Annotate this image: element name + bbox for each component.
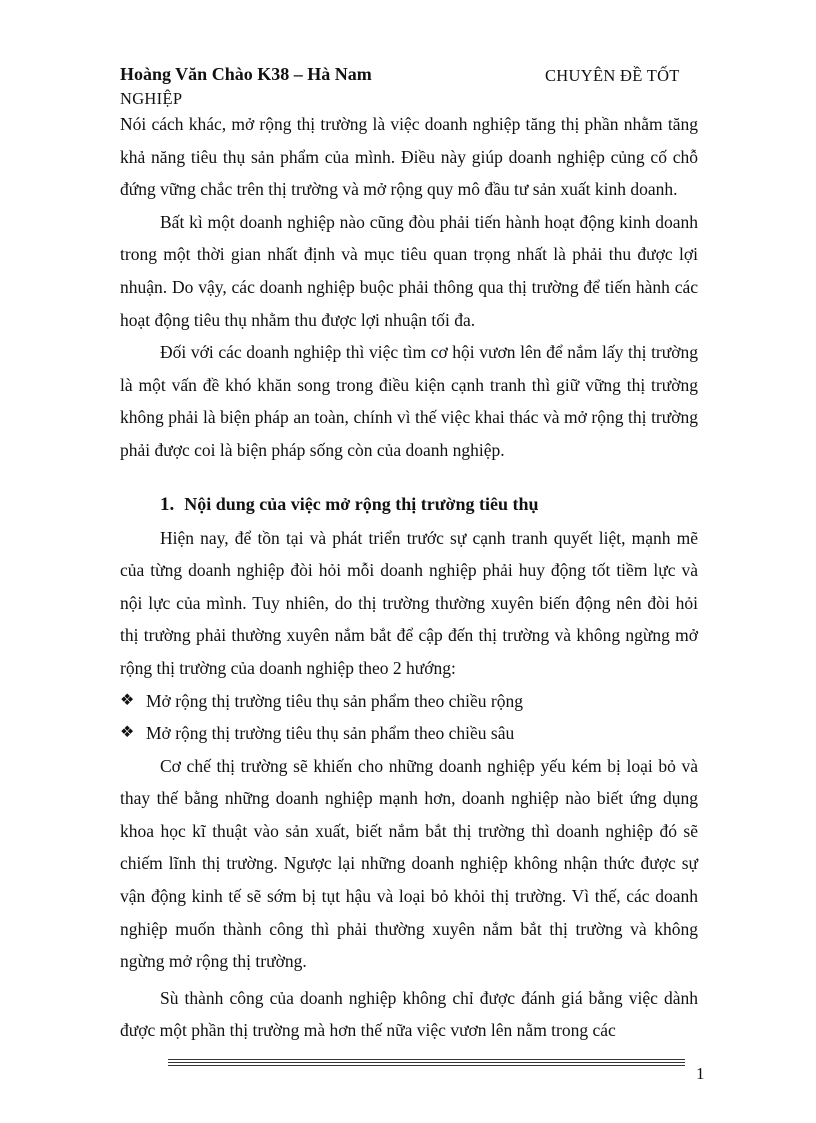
header-author: Hoàng Văn Chào K38 – Hà Nam bbox=[120, 64, 372, 84]
section-title: Nội dung của việc mở rộng thị trường tiêu thụ bbox=[184, 493, 539, 514]
paragraph-section-body-1: Cơ chế thị trường sẽ khiến cho những doanh nghiệp yếu kém bị loại bỏ và thay thế bằng những doanh nghiệp mạnh hơn, doanh nghiệp nào biết ứng dụng khoa học kĩ thuật vào sản xuất, biết nắm bắt thị trường thì doanh nghiệp đó sẽ chiếm lĩnh thị trường. Ngược lại những doanh nghiệp không nhận thức được sự vận động kinh tế sẽ sớm bị tụt hậu và loại bỏ khỏi thị trường. Vì thế, các doanh nghiệp muốn thành công thì phải thường xuyên nắm bắt thị trường và không ngừng mở rộng thị trường. bbox=[120, 755, 698, 972]
diamond-bullet-icon: ❖ bbox=[120, 691, 135, 709]
footer-rule-middle bbox=[168, 1062, 685, 1063]
footer-rule-top bbox=[168, 1059, 685, 1060]
paragraph-intro-2: Bất kì một doanh nghiệp nào cũng đòu phải tiến hành hoạt động kinh doanh trong một thời gian nhất định và mục tiêu quan trọng nhất là phải thu được lợi nhuận. Do vậy, các doanh nghiệp buộc phải thông qua thị trường để tiến hành các hoạt động tiêu thụ nhằm thu được lợi nhuận tối đa. bbox=[120, 211, 698, 330]
bullet-item bbox=[120, 685, 698, 718]
bullet-text: Mở rộng thị trường tiêu thụ sản phẩm theo chiều rộng bbox=[146, 690, 523, 711]
page-number: 1 bbox=[696, 1064, 705, 1083]
paragraph-intro-1: Nói cách khác, mở rộng thị trường là việc doanh nghiệp tăng thị phần nhằm tăng khả năng tiêu thụ sản phẩm của mình. Điều này giúp doanh nghiệp củng cố chỗ đứng vững chắc trên thị trường và mở rộng quy mô đầu tư sản xuất kinh doanh. bbox=[120, 114, 698, 200]
paragraph-section-body-2: Sù thành công của doanh nghiệp không chỉ được đánh giá bằng việc dành được một phần thị trường mà hơn thế nữa việc vươn lên nằm trong các bbox=[120, 987, 698, 1041]
diamond-bullet-icon: ❖ bbox=[120, 724, 135, 742]
bullet-text: Mở rộng thị trường tiêu thụ sản phẩm theo chiều sâu bbox=[146, 723, 515, 744]
bullet-item bbox=[120, 717, 698, 750]
document-body bbox=[120, 108, 698, 1047]
paragraph-intro-3: Đối với các doanh nghiệp thì việc tìm cơ hội vươn lên để nắm lấy thị trường là một vấn đề khó khăn song trong điều kiện cạnh tranh thì giữ vững thị trường không phải là biện pháp an toàn, chính vì thế việc khai thác và mở rộng thị trường phải được coi là biện pháp sống còn của doanh nghiệp. bbox=[120, 342, 698, 460]
footer-rule-bottom bbox=[168, 1065, 685, 1066]
header-topic-continued: NGHIỆP bbox=[120, 89, 183, 108]
header-topic: CHUYÊN ĐỀ TỐT bbox=[545, 66, 680, 85]
section-heading bbox=[160, 487, 698, 522]
paragraph-section-lead: Hiện nay, để tồn tại và phát triển trước sự cạnh tranh quyết liệt, mạnh mẽ của từng doanh nghiệp đòi hỏi mỗi doanh nghiệp phải huy động tốt tiềm lực và nội lực của mình. Tuy nhiên, do thị trường thường xuyên biến động nên đòi hỏi thị trường phải thường xuyên nắm bắt để cập đến thị trường và không ngừng mở rộng thị trường của doanh nghiệp theo 2 hướng: bbox=[120, 527, 698, 678]
section-number: 1. bbox=[160, 493, 175, 515]
